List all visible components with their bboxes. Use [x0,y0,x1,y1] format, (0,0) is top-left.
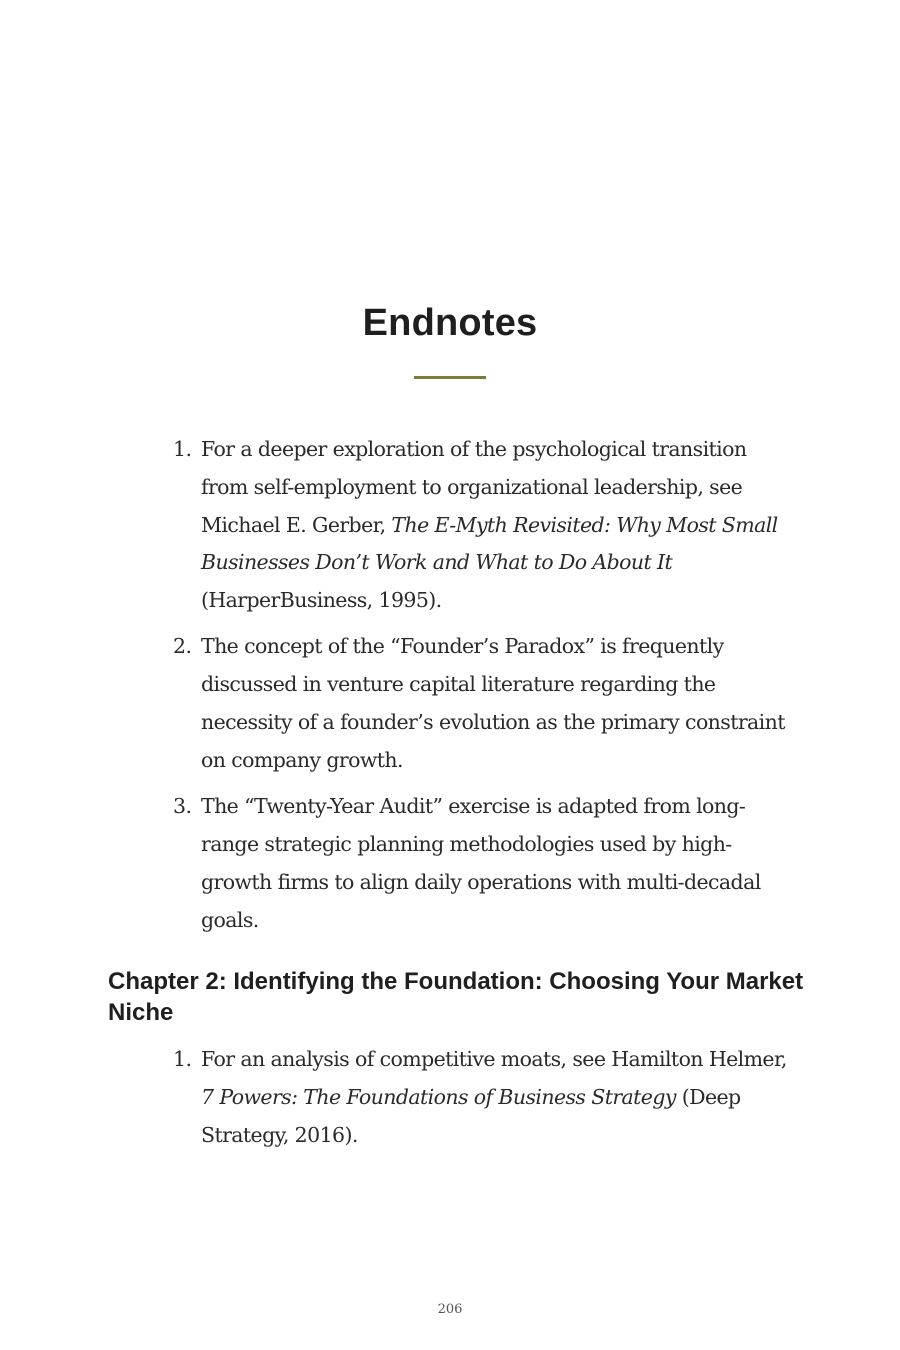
chapter-heading: Chapter 2: Identifying the Foundation: Choosing Your Market Niche [108,968,804,1026]
endnote-text-segment: The “Twenty-Year Audit” exercise is adapted from long-range strategic planning methodologies used by high-growth firms to align daily operations with multi-decadal goals. [201,794,761,932]
endnote-item [173,628,798,779]
book-title: 7 Powers: The Foundations of Business Strategy [201,1084,676,1109]
endnote-number: 1. [173,437,192,461]
endnote-text [201,1047,787,1147]
endnote-number: 1. [173,1047,192,1071]
endnote-text-segment: The concept of the “Founder’s Paradox” is frequently discussed in venture capital literature regarding the necessity of a founder’s evolution as the primary constraint on company growth. [201,634,785,772]
endnote-text-segment: For a deeper exploration of the psychological transition from self-employment to organizational leadership, see Michael E. Gerber, [201,437,747,537]
endnotes-list [173,431,798,948]
endnote-text [201,794,761,931]
chapter-2-endnotes-list [173,1041,798,1163]
endnote-text [201,634,785,771]
endnote-text-segment: For an analysis of competitive moats, see Hamilton Helmer, [201,1047,787,1071]
endnote-number: 2. [173,634,192,659]
endnote-text-segment: (Deep Strategy, 2016). [201,1084,741,1147]
page-number: 206 [437,1302,463,1317]
endnote-item [173,788,798,939]
endnote-item [173,1041,798,1154]
endnote-item [173,431,798,620]
title-divider [414,376,486,379]
endnote-number: 3. [173,794,192,819]
endnote-text-segment: (HarperBusiness, 1995). [201,588,442,613]
endnote-text [201,437,778,612]
book-title: The E-Myth Revisited: Why Most Small Businesses Don’t Work and What to Do About It [201,512,778,575]
page-title: Endnotes [362,302,538,344]
